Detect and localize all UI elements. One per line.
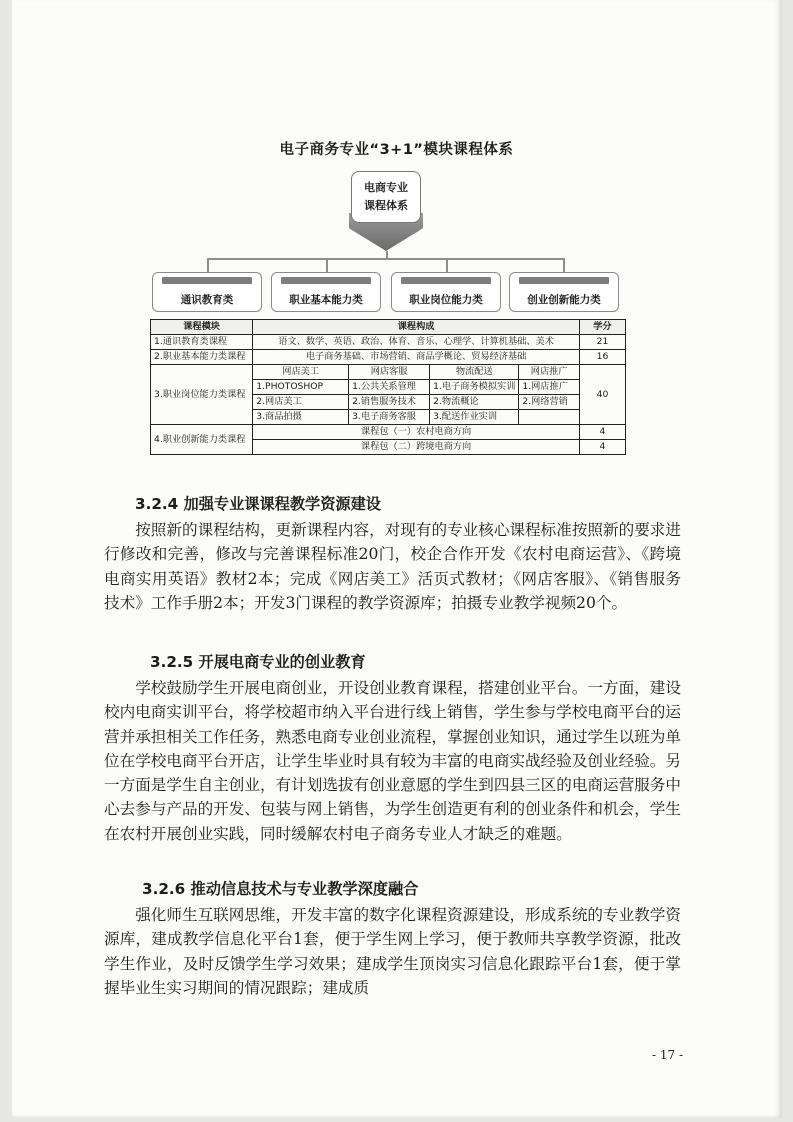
diagram-title: 电子商务专业“3+1”模块课程体系 bbox=[279, 142, 514, 158]
course-cell: 1.PHOTOSHOP bbox=[253, 380, 349, 395]
content-cell: 课程包（二）跨境电商方向 bbox=[253, 440, 580, 455]
course-cell: 1.电子商务模拟实训 bbox=[430, 380, 519, 395]
category-basic-ability: 职业基本能力类 bbox=[271, 272, 381, 312]
root-node-line2: 课程体系 bbox=[364, 199, 408, 212]
section-heading-3-2-5: 3.2.5 开展电商专业的创业教育 bbox=[150, 653, 366, 671]
content-cell: 课程包（一）农村电商方向 bbox=[253, 425, 580, 440]
section-heading-3-2-6: 3.2.6 推动信息技术与专业教学深度融合 bbox=[142, 880, 419, 898]
tree-connector bbox=[207, 258, 564, 260]
subheader-cell: 网店推广 bbox=[519, 365, 579, 380]
credit-cell: 4 bbox=[579, 440, 625, 455]
course-cell bbox=[519, 410, 579, 425]
table-row bbox=[151, 425, 626, 440]
course-cell: 1.公共关系管理 bbox=[349, 380, 430, 395]
section-heading-3-2-4: 3.2.4 加强专业课课程教学资源建设 bbox=[135, 495, 381, 513]
section-body-3-2-6: 强化师生互联网思维，开发丰富的数字化课程资源建设，形成系统的专业教学资源库，建成教学信息化平台1套，便于学生网上学习，便于教师共享教学资源，批改学生作业，及时反馈学生学习效果；建成学生顶岗实习信息化跟踪平台1套，便于掌握毕业生实习期间的情况跟踪；建成质 bbox=[104, 906, 681, 997]
credit-cell: 4 bbox=[579, 425, 625, 440]
root-node bbox=[351, 171, 421, 223]
table-row bbox=[151, 350, 626, 365]
content-cell: 语文、数学、英语、政治、体育、音乐、心理学、计算机基础、美术 bbox=[253, 335, 580, 350]
tree-connector bbox=[207, 258, 209, 272]
content-cell: 电子商务基础、市场营销、商品学概论、贸易经济基础 bbox=[253, 350, 580, 365]
subheader-cell: 网店美工 bbox=[253, 365, 349, 380]
table-row bbox=[151, 335, 626, 350]
section-body-3-2-5: 学校鼓励学生开展电商创业，开设创业教育课程，搭建创业平台。一方面，建设校内电商实训平台，将学校超市纳入平台进行线上销售，学生参与学校电商平台的运营并承担相关工作任务，熟悉电商专业创业流程，掌握创业知识，通过学生以班为单位在学校电商平台开店，让学生毕业时具有较为丰富的电商实战经验及创业经验。另一方面是学生自主创业，有计划选拔有创业意愿的学生到四县三区的电商运营服务中心去参与产品的开发、包装与网上销售，为学生创造更有利的创业条件和机会，学生在农村开展创业实践，同时缓解农村电子商务专业人才缺乏的难题。 bbox=[104, 679, 681, 843]
course-cell: 3.电子商务客服 bbox=[349, 410, 430, 425]
tree-connector bbox=[446, 258, 448, 272]
course-cell: 2.网店美工 bbox=[253, 395, 349, 410]
credit-cell: 21 bbox=[579, 335, 625, 350]
page-number: - 17 - bbox=[652, 1048, 684, 1062]
course-cell: 2.网络营销 bbox=[519, 395, 579, 410]
tree-connector bbox=[326, 258, 328, 272]
course-cell: 3.配送作业实训 bbox=[430, 410, 519, 425]
credit-cell: 40 bbox=[579, 365, 625, 425]
category-post-ability: 职业岗位能力类 bbox=[391, 272, 501, 312]
table-header-row bbox=[151, 320, 626, 335]
module-cell: 2.职业基本能力类课程 bbox=[151, 350, 253, 365]
section-body-3-2-4: 按照新的课程结构，更新课程内容，对现有的专业核心课程标准按照新的要求进行修改和完善，修改与完善课程标准20门，校企合作开发《农村电商运营》、《跨境电商实用英语》教材2本；完成《网店美工》活页式教材；《网店客服》、《销售服务技术》工作手册2本；开发3门课程的教学资源库；拍摄专业教学视频20个。 bbox=[104, 521, 681, 612]
table-row bbox=[151, 365, 626, 380]
course-cell: 1.网店推广 bbox=[519, 380, 579, 395]
module-cell: 3.职业岗位能力类课程 bbox=[151, 365, 253, 425]
subheader-cell: 物流配送 bbox=[430, 365, 519, 380]
header-module: 课程模块 bbox=[151, 320, 253, 335]
credit-cell: 16 bbox=[579, 350, 625, 365]
course-cell: 3.商品拍摄 bbox=[253, 410, 349, 425]
course-cell: 2.销售服务技术 bbox=[349, 395, 430, 410]
subheader-cell: 网店客服 bbox=[349, 365, 430, 380]
course-cell: 2.物流概论 bbox=[430, 395, 519, 410]
category-general-education: 通识教育类 bbox=[152, 272, 262, 312]
header-credit: 学分 bbox=[579, 320, 625, 335]
header-content: 课程构成 bbox=[253, 320, 580, 335]
root-node-line1: 电商专业 bbox=[364, 181, 408, 194]
tree-connector bbox=[563, 258, 565, 272]
module-cell: 4.职业创新能力类课程 bbox=[151, 425, 253, 455]
module-cell: 1.通识教育类课程 bbox=[151, 335, 253, 350]
course-table bbox=[150, 319, 626, 455]
category-innovation-ability: 创业创新能力类 bbox=[509, 272, 619, 312]
